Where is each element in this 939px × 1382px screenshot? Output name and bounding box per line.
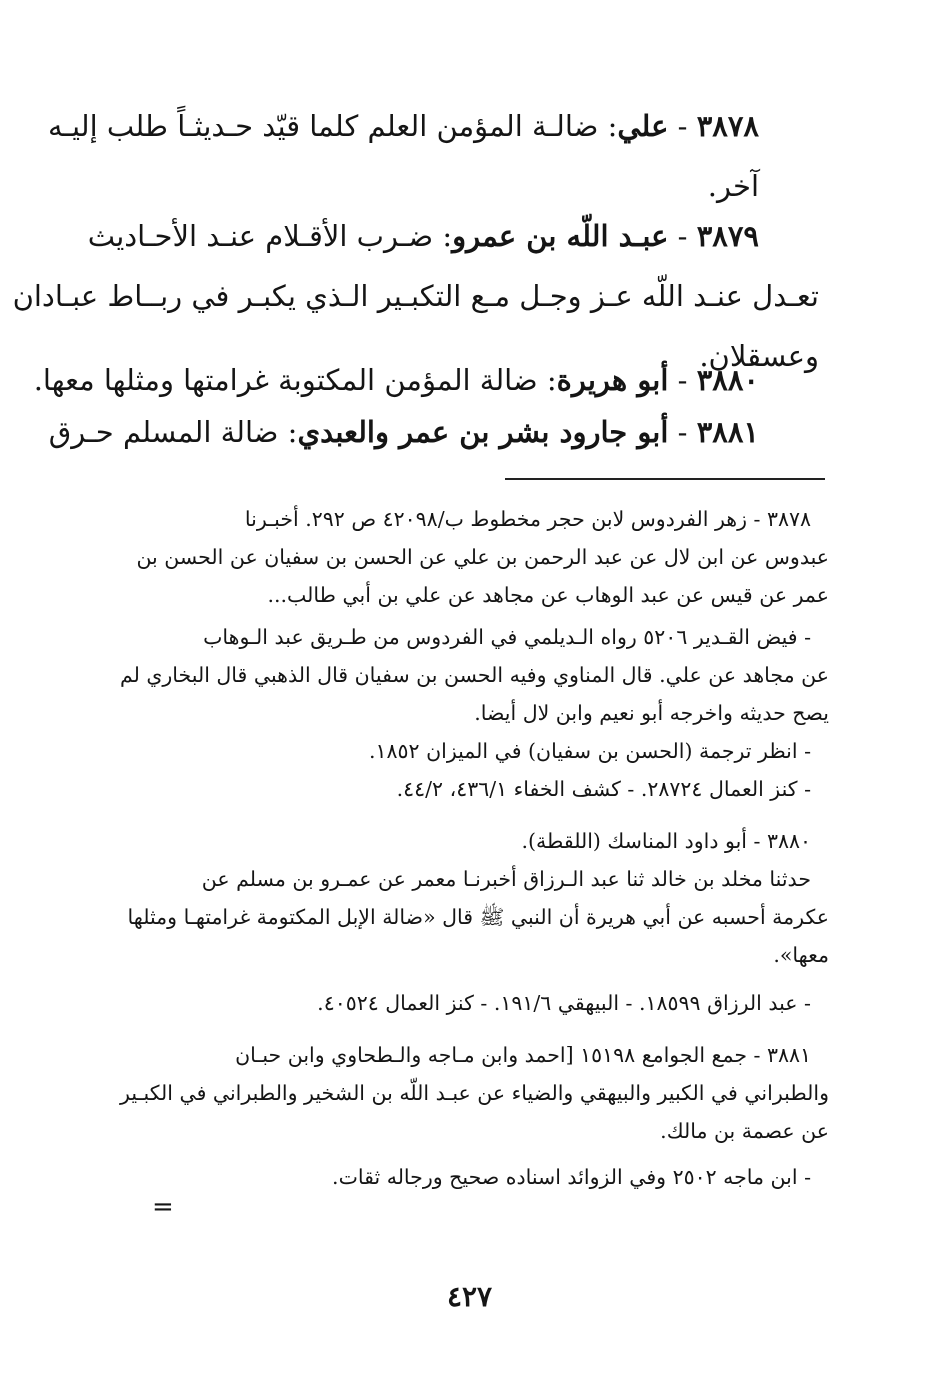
page-number: ٤٢٧: [446, 1280, 493, 1313]
footnote-line: - فيض القـدير ٥٢٠٦ رواه الـديلمي في الفردوس من طـريق عبد الـوهاب: [203, 625, 811, 649]
footnote-line: ٣٨٨١ - جمع الجوامع ١٥١٩٨ [احمد وابن مـاجه والـطحاوي وابن حبـان: [235, 1043, 811, 1067]
entry-narrator: أبو هريرة: [556, 363, 669, 397]
footnote-line: عكرمة أحسبه عن أبي هريرة أن النبي ﷺ قال «ضالة الإبل المكتومة غرامتهـا ومثلها: [127, 905, 829, 929]
entry-number: ٣٨٨٠: [696, 363, 759, 397]
footnote-line: - انظر ترجمة (الحسن بن سفيان) في الميزان ١٨٥٢.: [368, 739, 811, 763]
entry-text-line: ضـرب الأقـلام عنـد الأحـاديث: [87, 219, 434, 253]
entry-number: ٣٨٧٨: [696, 109, 759, 143]
footnote-line: حدثنا مخلد بن خالد ثنا عبد الـرزاق أخبرنـا معمر عن عمـرو بن مسلم عن: [201, 867, 811, 891]
hadith-entry-3880: ٣٨٨٠ - أبو هريرة: ضالة المؤمن المكتوبة غرامتها ومثلها معها.: [33, 363, 759, 397]
footnote-line: - ابن ماجه ٢٥٠٢ وفي الزوائد اسناده صحيح ورجاله ثقات.: [332, 1165, 811, 1189]
entry-text-line: ضالـة المؤمن العلم كلما قيّد حـديثـاً طلب إليـه: [47, 109, 599, 143]
entry-text-line: ضالة المؤمن المكتوبة غرامتها ومثلها معها.: [33, 363, 538, 397]
entry-narrator: علي: [617, 109, 669, 143]
entry-number: ٣٨٧٩: [696, 219, 759, 253]
footnote-line: عن مجاهد عن علي. قال المناوي وفيه الحسن بن سفيان قال الذهبي قال البخاري لم: [119, 663, 829, 687]
footnote-separator: [505, 478, 825, 480]
hadith-entry-3881: ٣٨٨١ - أبو جارود بشر بن عمر والعبدي: ضالة المسلم حـرق: [48, 415, 759, 449]
footnote-line: عن عصمة بن مالك.: [660, 1119, 829, 1143]
entry-text-line: آخر.: [707, 169, 759, 203]
footnote-line: ٣٨٨٠ - أبو داود المناسك (اللقطة).: [521, 829, 811, 853]
hadith-entry-3879: ٣٨٧٩ - عبـد اللّه بن عمرو: ضـرب الأقـلام عنـد الأحـاديث تعـدل عنـد اللّه عـز وجـل مـع التكبـير الـذي يكبـر في ربــاط عبـادان وعسقلان.: [79, 206, 759, 386]
entry-number: ٣٨٨١: [696, 415, 759, 449]
continuation-mark: =: [152, 1192, 174, 1222]
footnote-line: - كنز العمال ٢٨٧٢٤. - كشف الخفاء ٤٣٦/١، ٤٤/٢.: [396, 777, 811, 801]
footnote-line: معها».: [773, 943, 829, 967]
footnote-line: ٣٨٧٨ - زهر الفردوس لابن حجر مخطوط ب/٤٢٠٩٨ ص ٢٩٢. أخبـرنا: [244, 507, 811, 531]
footnote-line: عبدوس عن ابن لال عن عبد الرحمن بن علي عن الحسن بن سفيان عن الحسن بن: [136, 545, 829, 569]
footnote-line: يصح حديثه واخرجه أبو نعيم وابن لال أيضا.: [474, 701, 829, 725]
footnotes: [109, 500, 829, 1196]
entry-text-line: تعـدل عنـد اللّه عـز وجـل مـع التكبـير الـذي يكبـر في ربــاط عبـادان: [12, 279, 819, 313]
hadith-entry-3878: ٣٨٧٨ - علي: ضالـة المؤمن العلم كلما قيّد حـديثـاً طلب إليـه آخر.: [119, 96, 759, 216]
footnote-line: عمر عن قيس عن عبد الوهاب عن مجاهد عن علي بن أبي طالب...: [267, 583, 829, 607]
entry-text-line: ضالة المسلم حـرق: [48, 415, 279, 449]
footnote-line: والطبراني في الكبير والبيهقي والضياء عن عبـد اللّه بن الشخير والطبراني في الكبـير: [120, 1081, 829, 1105]
entry-text-line: وعسقلان.: [699, 339, 819, 373]
entry-narrator: أبو جارود بشر بن عمر والعبدي: [297, 415, 669, 449]
entry-narrator: عبـد اللّه بن عمرو: [452, 219, 669, 253]
footnote-line: - عبد الرزاق ١٨٥٩٩. - البيهقي ١٩١/٦. - كنز العمال ٤٠٥٢٤.: [317, 991, 811, 1015]
